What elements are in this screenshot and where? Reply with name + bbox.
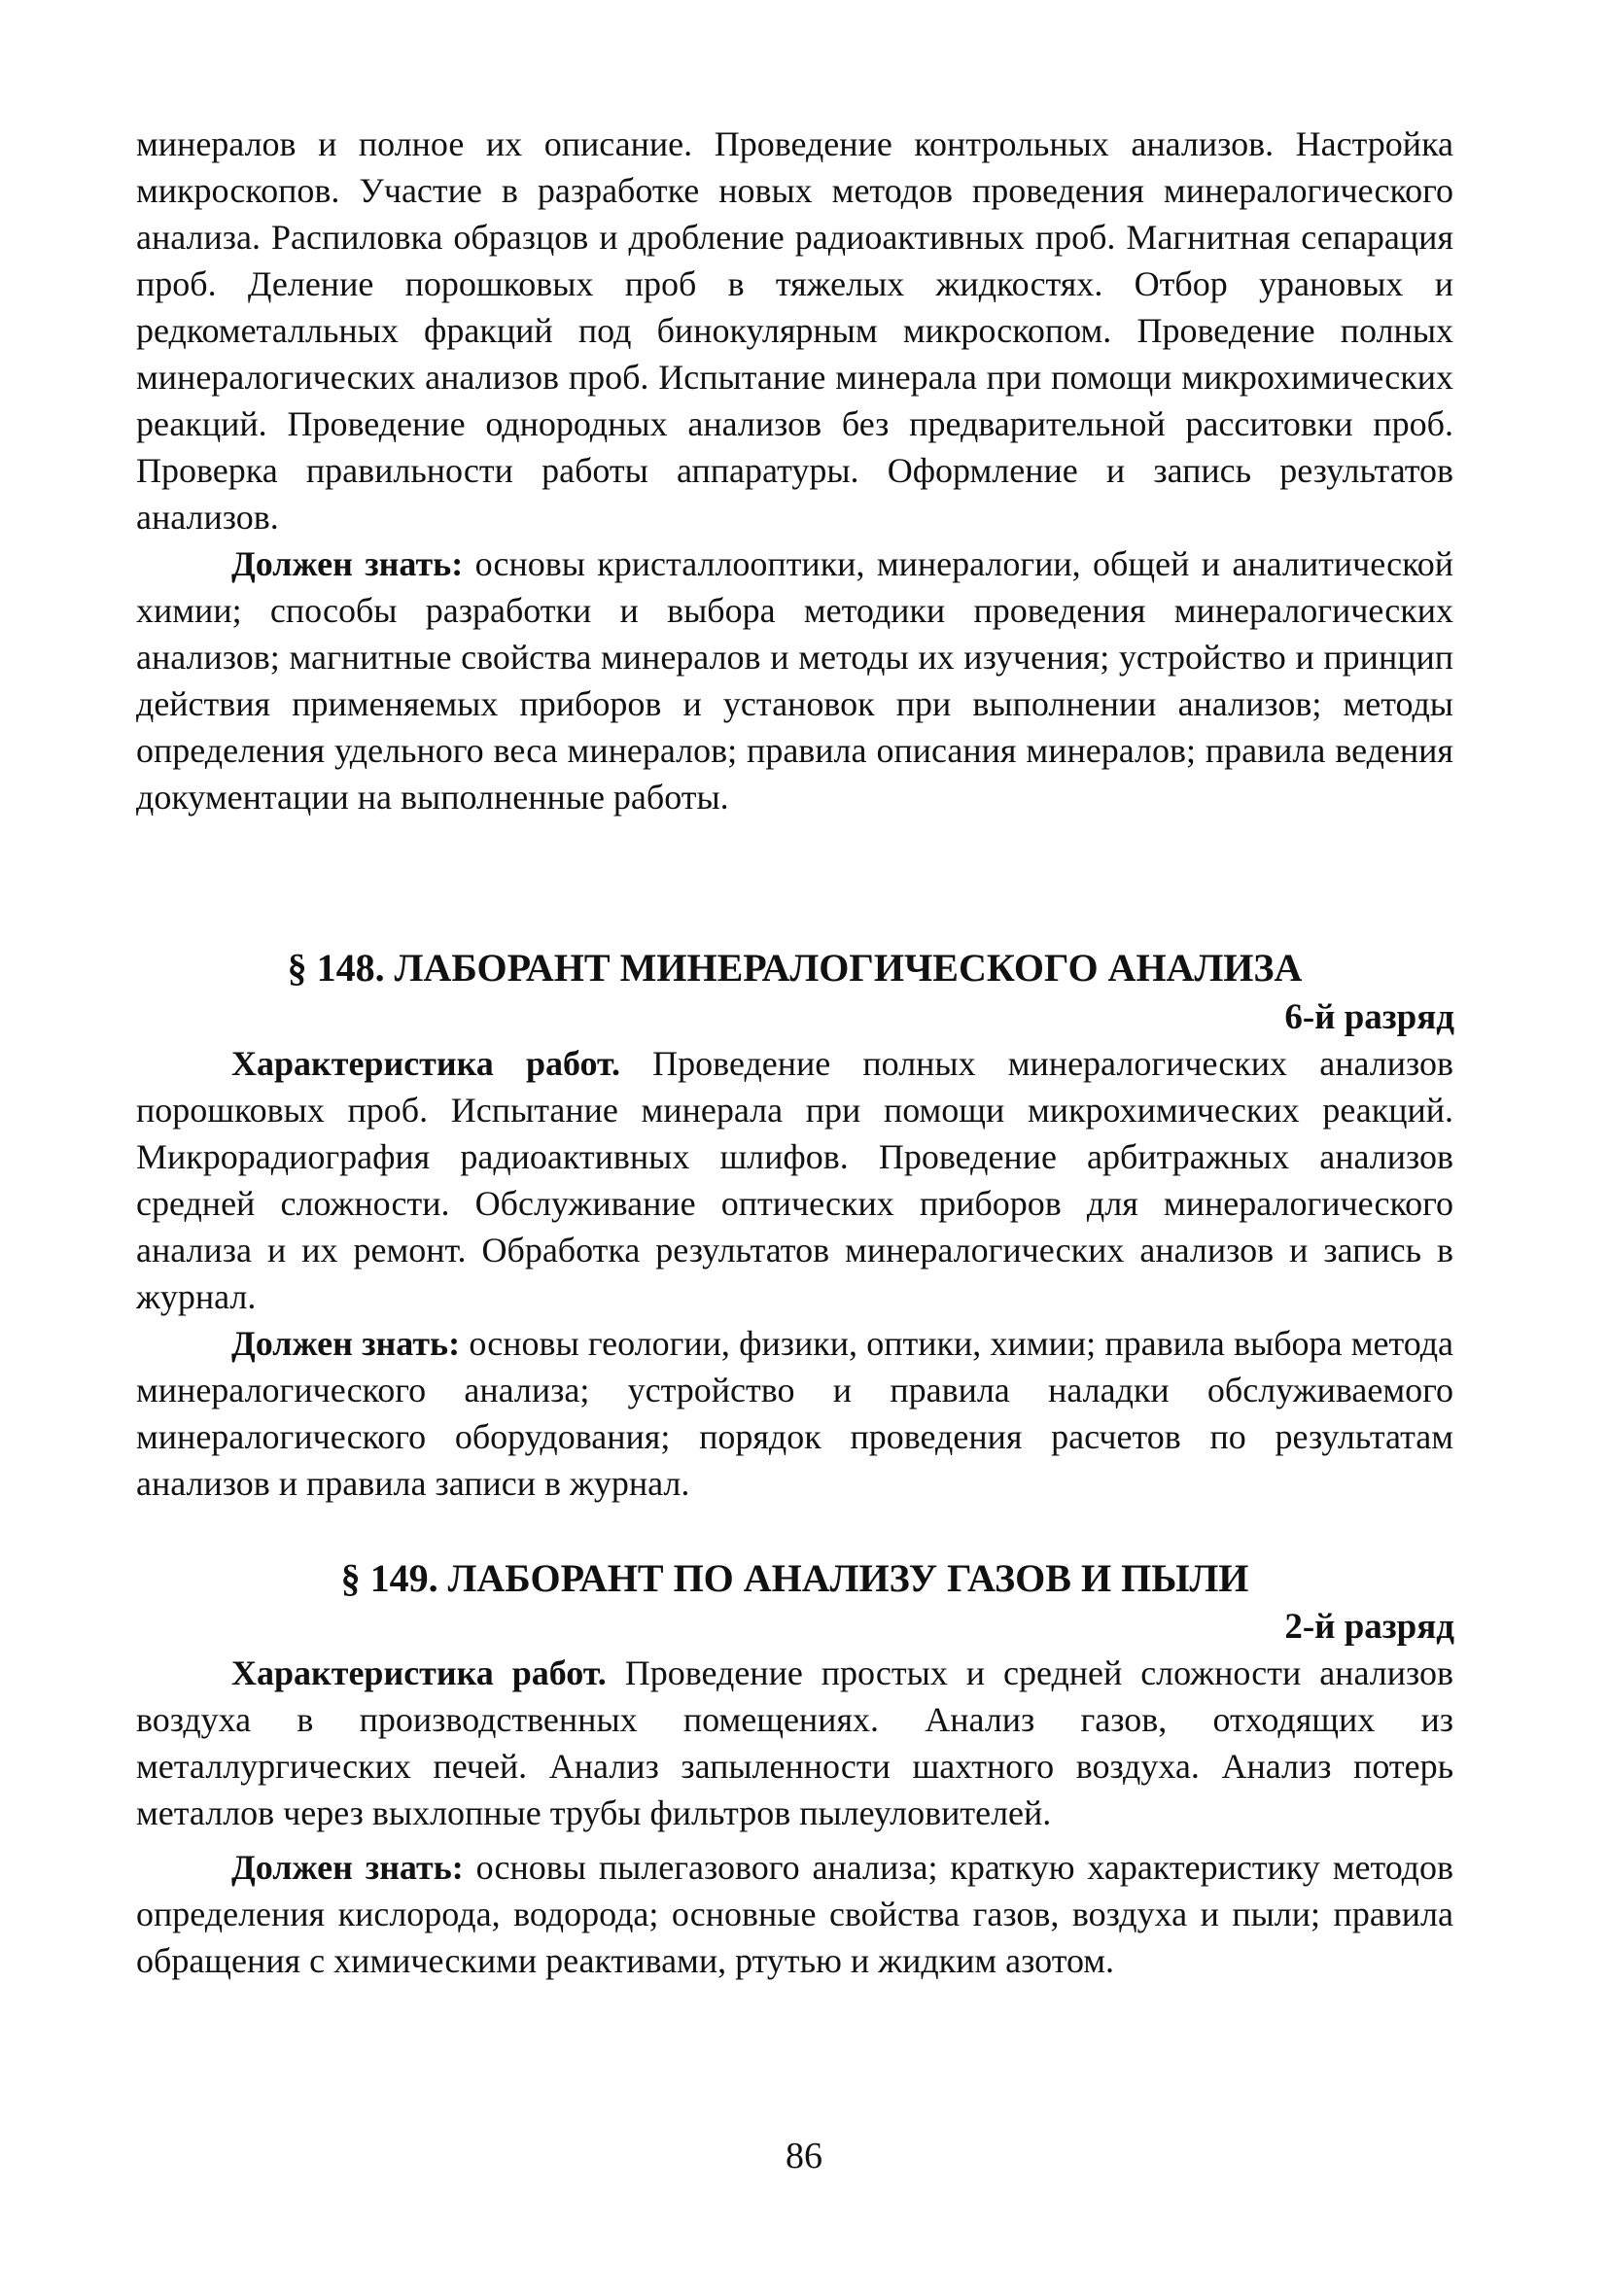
intro-knowledge-paragraph (136, 540, 1453, 820)
page-number: 86 (786, 2136, 822, 2176)
section-149-heading: § 149. ЛАБОРАНТ ПО АНАЛИЗУ ГАЗОВ И ПЫЛИ (340, 1556, 1249, 1600)
knowledge-label: Должен знать: (231, 1324, 461, 1363)
characteristics-label: Характеристика работ. (231, 1044, 620, 1083)
knowledge-label: Должен знать: (231, 544, 464, 583)
knowledge-paragraph (136, 1320, 1453, 1507)
knowledge-text: основы пылегазового анализа; краткую характеристику методов определения кислорода, водорода; основные свойства газов, воздуха и пыли; правила обращения с химическими реактивами, ртутью и жидким азотом. (136, 1848, 1453, 1980)
section-148-heading: § 148. ЛАБОРАНТ МИНЕРАЛОГИЧЕСКОГО АНАЛИЗА (287, 946, 1303, 990)
characteristics-paragraph (136, 1040, 1453, 1320)
knowledge-text: основы кристаллооптики, минералогии, общей и аналитической химии; способы разработки и выбора методики проведения минералогических анализов; магнитные свойства минералов и методы их изучения; устройство и принцип действия применяемых приборов и установок при выполнении анализов; методы определения удельного веса минералов; правила описания минералов; правила ведения документации на выполненные работы. (136, 544, 1454, 817)
characteristics-text: Проведение простых и средней сложности анализов воздуха в производственных помещениях. Анализ газов, отходящих из металлургических печей. Анализ запыленности шахтного воздуха. Анализ потерь металлов через выхлопные трубы фильтров пылеуловителей. (136, 1653, 1453, 1832)
section-148-grade: 6-й разряд (1284, 997, 1454, 1037)
intro-block (136, 121, 1453, 820)
section-149-body (136, 1650, 1453, 1984)
characteristics-text: Проведение полных минералогических анализов порошковых проб. Испытание минерала при помощи микрохимических реакций. Микрорадиография радиоактивных шлифов. Проведение арбитражных анализов средней сложности. Обслуживание оптических приборов для минералогического анализа и их ремонт. Обработка результатов минералогических анализов и запись в журнал. (136, 1044, 1453, 1316)
knowledge-text: основы геологии, физики, оптики, химии; правила выбора метода минералогического анализа; устройство и правила наладки обслуживаемого минералогического оборудования; порядок проведения расчетов по результатам анализов и правила записи в журнал. (136, 1324, 1454, 1503)
characteristics-paragraph (136, 1650, 1453, 1836)
section-148-body (136, 1040, 1453, 1507)
characteristics-label: Характеристика работ. (231, 1653, 607, 1692)
knowledge-paragraph (136, 1844, 1453, 1984)
knowledge-label: Должен знать: (231, 1848, 464, 1887)
section-149-grade: 2-й разряд (1284, 1607, 1454, 1647)
intro-paragraph: минералов и полное их описание. Проведение контрольных анализов. Настройка микроскопов. Участие в разработке новых методов проведения минералогического анализа. Распиловка образцов и дробление радиоактивных проб. Магнитная сепарация проб. Деление порошковых проб в тяжелых жидкостях. Отбор урановых и редкометалльных фракций под бинокулярным микроскопом. Проведение полных минералогических анализов проб. Испытание минерала при помощи микрохимических реакций. Проведение однородных анализов без предварительной расситовки проб. Проверка правильности работы аппаратуры. Оформление и запись результатов анализов. (136, 124, 1453, 537)
